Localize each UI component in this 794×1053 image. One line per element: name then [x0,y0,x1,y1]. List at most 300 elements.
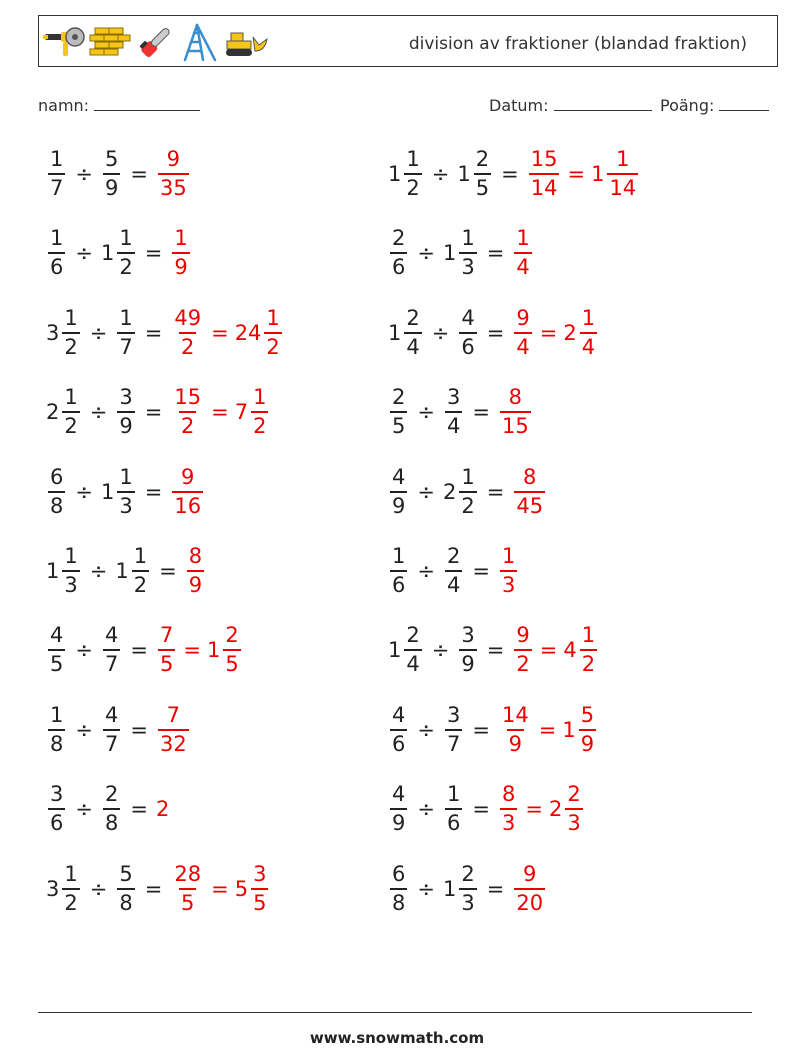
divide-sign: ÷ [417,717,435,742]
fraction-stack [158,149,189,199]
numerator: 3 [446,702,461,727]
numerator: 2 [446,544,461,568]
fraction-stack [579,702,596,756]
fraction-stack [514,305,531,359]
fraction-stack [474,149,491,199]
equals-sign: = [144,241,163,266]
numerator: 49 [174,305,202,330]
equals-sign: = [211,400,229,425]
fraction [170,464,205,518]
denominator: 4 [580,332,597,358]
mixed-number [591,149,640,199]
numerator: 1 [50,147,64,171]
denominator: 8 [103,808,120,834]
mixed-number [234,861,271,915]
fraction-stack [514,861,545,915]
answer [512,464,547,518]
fraction-stack [445,387,462,437]
mixed-number [235,387,271,437]
denominator: 9 [187,570,204,596]
fraction-stack [158,702,189,756]
fraction [156,702,191,756]
denominator: 2 [117,252,134,278]
fraction-stack [459,464,476,518]
angle-grinder-icon [43,24,85,60]
fraction [443,387,464,437]
mixed-number [234,305,284,359]
name-field [38,96,200,115]
numerator: 1 [119,464,133,489]
fraction-stack [117,464,134,518]
mixed-number [46,305,82,359]
fraction-stack [390,546,407,596]
denominator: 2 [580,649,597,675]
fraction-stack [172,464,203,518]
problem-3 [46,222,192,284]
numerator: 1 [64,385,78,410]
numerator: 8 [188,544,203,568]
numerator: 2 [567,782,581,807]
whole-part: 1 [591,162,605,186]
numerator: 5 [119,861,133,886]
worksheet-header [38,15,778,67]
fraction-stack [390,387,407,437]
whole-part: 1 [388,320,402,345]
fraction-stack [404,625,421,675]
footer-divider [38,1012,752,1013]
fraction-stack [62,387,79,437]
denominator: 20 [514,888,545,914]
whole-part: 1 [388,638,402,663]
numerator: 1 [174,226,188,251]
equals-sign: = [539,320,558,345]
divide-sign: ÷ [89,320,108,345]
problem-12 [388,540,519,602]
equals-sign: = [183,638,201,663]
numerator: 1 [266,305,280,330]
fraction-stack [529,149,560,199]
denominator: 7 [103,649,120,675]
divide-sign: ÷ [417,559,435,583]
numerator: 1 [516,226,530,251]
score-label: Poäng: [660,96,715,115]
answer [527,149,640,199]
fraction-stack [404,149,421,199]
numerator: 14 [501,702,529,727]
fraction-stack [390,861,407,915]
denominator: 4 [404,332,421,358]
fraction-stack [48,702,65,756]
denominator: 5 [474,173,491,199]
numerator: 8 [523,464,537,489]
divide-sign: ÷ [417,797,435,822]
equals-sign: = [472,559,490,583]
whole-part: 4 [563,638,577,663]
equals-sign: = [144,479,163,504]
fraction-stack [264,305,281,359]
equals-sign: = [211,876,229,901]
problem-20 [388,858,547,920]
fraction [170,305,205,359]
fraction [388,784,409,834]
denominator: 9 [103,173,120,199]
fraction-stack [62,305,79,359]
divide-sign: ÷ [89,559,108,583]
numerator: 2 [104,782,119,807]
numerator: 15 [174,385,202,410]
fraction [115,861,136,915]
fraction-stack [117,228,134,278]
mixed-number [443,228,479,278]
fraction [512,228,533,278]
fraction-stack [62,546,79,596]
numerator: 1 [581,623,596,648]
denominator: 5 [251,888,268,914]
mixed-number [46,861,82,915]
problem-14 [388,619,599,681]
equals-sign: = [211,320,229,345]
divide-sign: ÷ [75,638,93,663]
denominator: 9 [117,411,134,437]
fraction-stack [404,305,421,359]
equals-sign: = [144,876,163,901]
fraction [457,625,478,675]
whole-part: 1 [457,162,471,186]
problem-7 [46,381,270,443]
divide-sign: ÷ [89,400,108,425]
name-label: namn: [38,96,90,115]
divide-sign: ÷ [75,797,93,822]
fraction-stack [565,784,582,834]
equals-sign: = [539,638,558,663]
mixed-number [101,228,137,278]
fraction-stack [172,305,203,359]
fraction-stack [223,625,240,675]
fraction-stack [445,784,462,834]
equals-sign: = [486,479,505,504]
mixed-number [562,702,598,756]
fraction-stack [459,305,476,359]
problem-1 [46,143,191,205]
denominator: 7 [48,173,65,199]
mixed-number [100,464,137,518]
numerator: 3 [253,861,267,886]
numerator: 28 [174,861,202,886]
denominator: 4 [445,411,462,437]
equals-sign: = [130,717,148,742]
denominator: 4 [514,252,531,278]
fraction [388,702,409,756]
equals-sign: = [472,717,490,742]
footer-url: www.snowmath.com [309,1029,485,1047]
denominator: 8 [117,888,134,914]
denominator: 2 [62,888,79,914]
denominator: 2 [514,649,531,675]
fraction-stack [500,702,531,756]
numerator: 1 [461,464,475,489]
denominator: 3 [565,808,582,834]
mixed-number [549,784,585,834]
fraction-stack [103,702,120,756]
denominator: 2 [264,332,281,358]
fraction-stack [500,784,517,834]
denominator: 7 [117,332,134,358]
equals-sign: = [486,320,505,345]
denominator: 6 [459,332,476,358]
answer [156,797,169,821]
numerator: 1 [392,544,406,568]
bulldozer-icon [223,25,269,59]
fraction-stack [390,228,407,278]
fraction-stack [500,546,517,596]
numerator: 5 [104,147,119,171]
numerator: 5 [580,702,595,727]
name-blank [94,96,200,111]
divide-sign: ÷ [417,400,435,425]
denominator: 8 [390,888,407,914]
whole-part: 1 [46,559,60,583]
answer [185,546,206,596]
fraction-stack [48,464,65,518]
answer [512,228,533,278]
numerator: 4 [50,623,64,648]
answer [512,305,599,359]
divide-sign: ÷ [417,479,435,504]
numerator: 4 [392,702,406,727]
answer [156,625,243,675]
mixed-number [46,546,82,596]
fraction [388,228,409,278]
denominator: 4 [514,332,531,358]
fraction [185,546,206,596]
denominator: 3 [117,491,134,517]
date-label: Datum: [489,96,549,115]
numerator: 7 [159,623,174,648]
denominator: 9 [390,491,407,517]
equals-sign: = [144,400,163,425]
fraction-stack [132,546,149,596]
numerator: 2 [392,226,406,251]
numerator: 4 [392,464,406,489]
denominator: 2 [179,411,196,437]
numerator: 1 [119,226,133,251]
denominator: 7 [103,729,120,755]
problem-16 [388,699,598,761]
fraction [512,464,547,518]
numerator: 9 [523,861,537,886]
fraction [101,625,122,675]
denominator: 4 [404,649,421,675]
mixed-number [388,305,424,359]
denominator: 3 [62,570,79,596]
fraction [170,228,191,278]
fraction-stack [187,546,204,596]
numerator: 1 [133,544,148,568]
answer [512,625,599,675]
fraction-stack [514,228,531,278]
answer [170,387,270,437]
denominator: 4 [445,570,462,596]
problem-13 [46,619,243,681]
answer [170,228,191,278]
numerator: 9 [181,464,195,489]
problem-2 [388,143,640,205]
equals-sign: = [159,559,177,583]
fraction-stack [117,861,134,915]
mixed-number [442,464,479,518]
equals-sign: = [130,162,148,186]
numerator: 1 [581,305,596,330]
problem-11 [46,540,206,602]
equals-sign: = [538,717,557,742]
fraction [512,305,533,359]
answer [156,149,191,199]
denominator: 6 [390,252,407,278]
numerator: 3 [50,782,64,807]
fraction [46,149,67,199]
numerator: 15 [530,147,558,171]
denominator: 3 [500,570,517,596]
numerator: 1 [461,226,475,251]
divide-sign: ÷ [431,638,450,663]
numerator: 2 [406,305,420,330]
denominator: 16 [172,491,203,517]
divide-sign: ÷ [89,876,108,901]
mixed-number [457,149,493,199]
denominator: 14 [607,173,638,199]
whole-part: 1 [100,479,115,504]
answer [170,464,205,518]
answer [512,861,547,915]
fraction-stack [251,387,268,437]
fraction [170,387,205,437]
date-blank [554,96,652,111]
fraction-stack [103,625,120,675]
fraction [101,149,122,199]
fraction-stack [514,625,531,675]
denominator: 7 [445,729,462,755]
fraction-stack [62,861,79,915]
fraction [388,546,409,596]
fraction-stack [117,305,134,359]
fraction [443,784,464,834]
fraction [101,702,122,756]
divide-sign: ÷ [417,241,435,266]
score-field [660,96,769,115]
chainsaw-icon [135,22,175,62]
date-field [489,96,652,115]
equals-sign: = [130,797,148,822]
denominator: 9 [390,808,407,834]
answer [498,387,533,437]
whole-part: 1 [562,717,576,742]
denominator: 6 [390,729,407,755]
divide-sign: ÷ [75,162,93,186]
fraction [527,149,562,199]
fraction [388,861,409,915]
fraction [46,228,67,278]
mixed-number [563,305,599,359]
fraction [443,702,464,756]
mixed-number [115,546,151,596]
denominator: 6 [48,808,65,834]
worksheet-title: division av fraktioner (blandad fraktion) [408,34,747,54]
equals-sign: = [525,797,543,822]
whole-part: 2 [548,797,563,822]
whole-part: 2 [46,400,60,425]
denominator: 9 [579,729,596,755]
fraction [443,546,464,596]
denominator: 9 [459,649,476,675]
fraction-stack [445,546,462,596]
numerator: 9 [516,305,530,330]
mixed-number [388,149,424,199]
whole-part: 2 [442,479,457,504]
fraction-stack [48,625,65,675]
fraction-stack [172,861,203,915]
denominator: 9 [172,252,189,278]
denominator: 15 [500,411,531,437]
fraction [388,387,409,437]
whole-part: 3 [46,320,60,345]
fraction-stack [48,784,65,834]
fraction-stack [580,305,597,359]
fraction [115,387,136,437]
fraction [170,861,205,915]
numerator: 9 [166,147,181,171]
numerator: 9 [516,623,530,648]
numerator: 4 [104,702,119,727]
denominator: 5 [390,411,407,437]
fraction [498,546,519,596]
whole-part: 1 [442,241,457,266]
divide-sign: ÷ [75,241,93,266]
denominator: 9 [507,729,524,755]
denominator: 14 [529,173,560,199]
equals-sign: = [486,876,505,901]
denominator: 2 [132,570,149,596]
fraction-stack [390,784,407,834]
whole-number: 2 [155,797,170,822]
numerator: 1 [501,544,516,568]
equals-sign: = [144,320,163,345]
fraction-stack [514,464,545,518]
problem-15 [46,699,191,761]
fraction [388,464,409,518]
numerator: 1 [119,305,133,330]
numerator: 1 [64,305,78,330]
equals-sign: = [130,638,148,663]
denominator: 5 [48,649,65,675]
denominator: 2 [62,332,79,358]
fraction-stack [445,702,462,756]
denominator: 2 [459,491,476,517]
fraction-stack [459,861,476,915]
fraction [498,387,533,437]
whole-part: 2 [563,320,577,345]
denominator: 5 [158,649,175,675]
fraction-stack [117,387,134,437]
problem-6 [388,302,599,364]
denominator: 2 [404,173,421,199]
denominator: 45 [514,491,545,517]
whole-part: 1 [442,876,457,901]
fraction [115,305,136,359]
numerator: 2 [406,623,420,648]
fraction [512,861,547,915]
numerator: 8 [501,782,516,807]
fraction-stack [500,387,531,437]
